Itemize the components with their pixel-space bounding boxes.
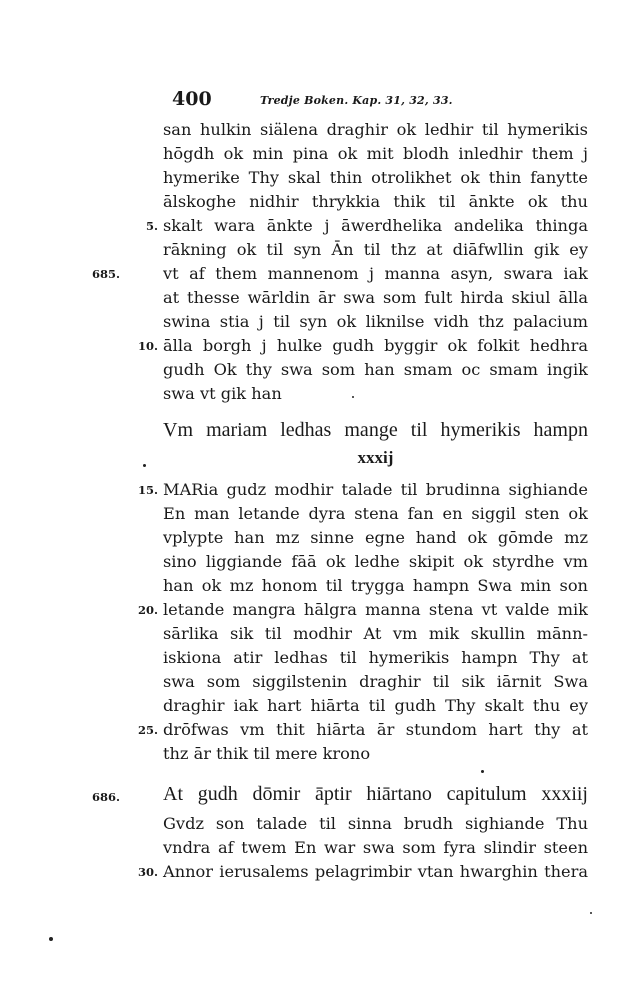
chapter-number: xxxij	[357, 448, 394, 467]
text-line: En man letande dyra stena fan en siggil sten ok	[163, 504, 588, 523]
line-number: 20.	[137, 603, 158, 617]
margin-number: 685.	[92, 267, 121, 281]
text-line: at thesse wārldin ār swa som fult hirda skiul ālla	[163, 288, 588, 307]
line-number: 10.	[137, 339, 158, 353]
text-line: hōgdh ok min pina ok mit blodh inledhir them j	[163, 144, 588, 163]
text-line: thz ār thik til mere krono	[163, 744, 371, 763]
margin-number: 686.	[92, 790, 121, 804]
chapter-heading: Vm mariam ledhas mange til hymerikis hampn	[163, 419, 588, 441]
text-line: skalt wara ānkte j āwerdhelika andelika thinga	[163, 216, 588, 235]
page-number: 400	[172, 88, 212, 110]
speck-mark	[352, 396, 354, 398]
text-line: drōfwas vm thit hiārta ār stundom hart thy at	[163, 720, 588, 739]
line-number: 30.	[137, 865, 158, 879]
text-line: MARia gudz modhir talade til brudinna sighiande	[163, 480, 588, 499]
chapter-heading: At gudh dōmir āptir hiārtano capitulum xxxiij	[163, 783, 588, 805]
text-line: san hulkin siälena draghir ok ledhir til hymerikis	[163, 120, 588, 139]
text-line: draghir iak hart hiārta til gudh Thy skalt thu ey	[163, 696, 588, 715]
text-line: vt af them mannenom j manna asyn, swara iak	[163, 264, 588, 283]
text-line: gudh Ok thy swa som han smam oc smam ingik	[163, 360, 588, 379]
text-line: iskiona atir ledhas til hymerikis hampn Thy at	[163, 648, 588, 667]
text-line: hymerike Thy skal thin otrolikhet ok thin fanytte	[163, 168, 588, 187]
text-line: Gvdz son talade til sinna brudh sighiande Thu	[163, 814, 588, 833]
page-header	[172, 88, 592, 112]
line-number: 25.	[137, 723, 158, 737]
line-number: 15.	[137, 483, 158, 497]
text-line: letande mangra hālgra manna stena vt valde mik	[163, 600, 588, 619]
text-line: han ok mz honom til trygga hampn Swa min son	[163, 576, 588, 595]
text-line: vndra af twem En war swa som fyra slindir steen	[163, 838, 588, 857]
running-title: Tredje Boken. Kap. 31, 32, 33.	[260, 94, 453, 107]
speck-mark	[49, 937, 53, 941]
text-line: vplypte han mz sinne egne hand ok gōmde mz	[163, 528, 588, 547]
text-line: Annor ierusalems pelagrimbir vtan hwarghin thera	[163, 862, 588, 881]
text-line: swa som siggilstenin draghir til sik iārnit Swa	[163, 672, 588, 691]
text-line: rākning ok til syn Ān til thz at diāfwllin gik ey	[163, 240, 588, 259]
speck-mark	[590, 912, 592, 914]
text-line: ālla borgh j hulke gudh byggir ok folkit hedhra	[163, 336, 588, 355]
text-line: sino liggiande fāā ok ledhe skipit ok styrdhe vm	[163, 552, 588, 571]
line-number: 5.	[145, 219, 158, 233]
speck-mark	[481, 770, 484, 773]
text-line: swina stia j til syn ok liknilse vidh thz palacium	[163, 312, 588, 331]
speck-mark	[143, 464, 146, 467]
text-line: swa vt gik han	[163, 384, 282, 403]
text-line: sārlika sik til modhir At vm mik skullin mānn-	[163, 624, 588, 643]
text-line: ālskoghe nidhir thrykkia thik til ānkte ok thu	[163, 192, 588, 211]
